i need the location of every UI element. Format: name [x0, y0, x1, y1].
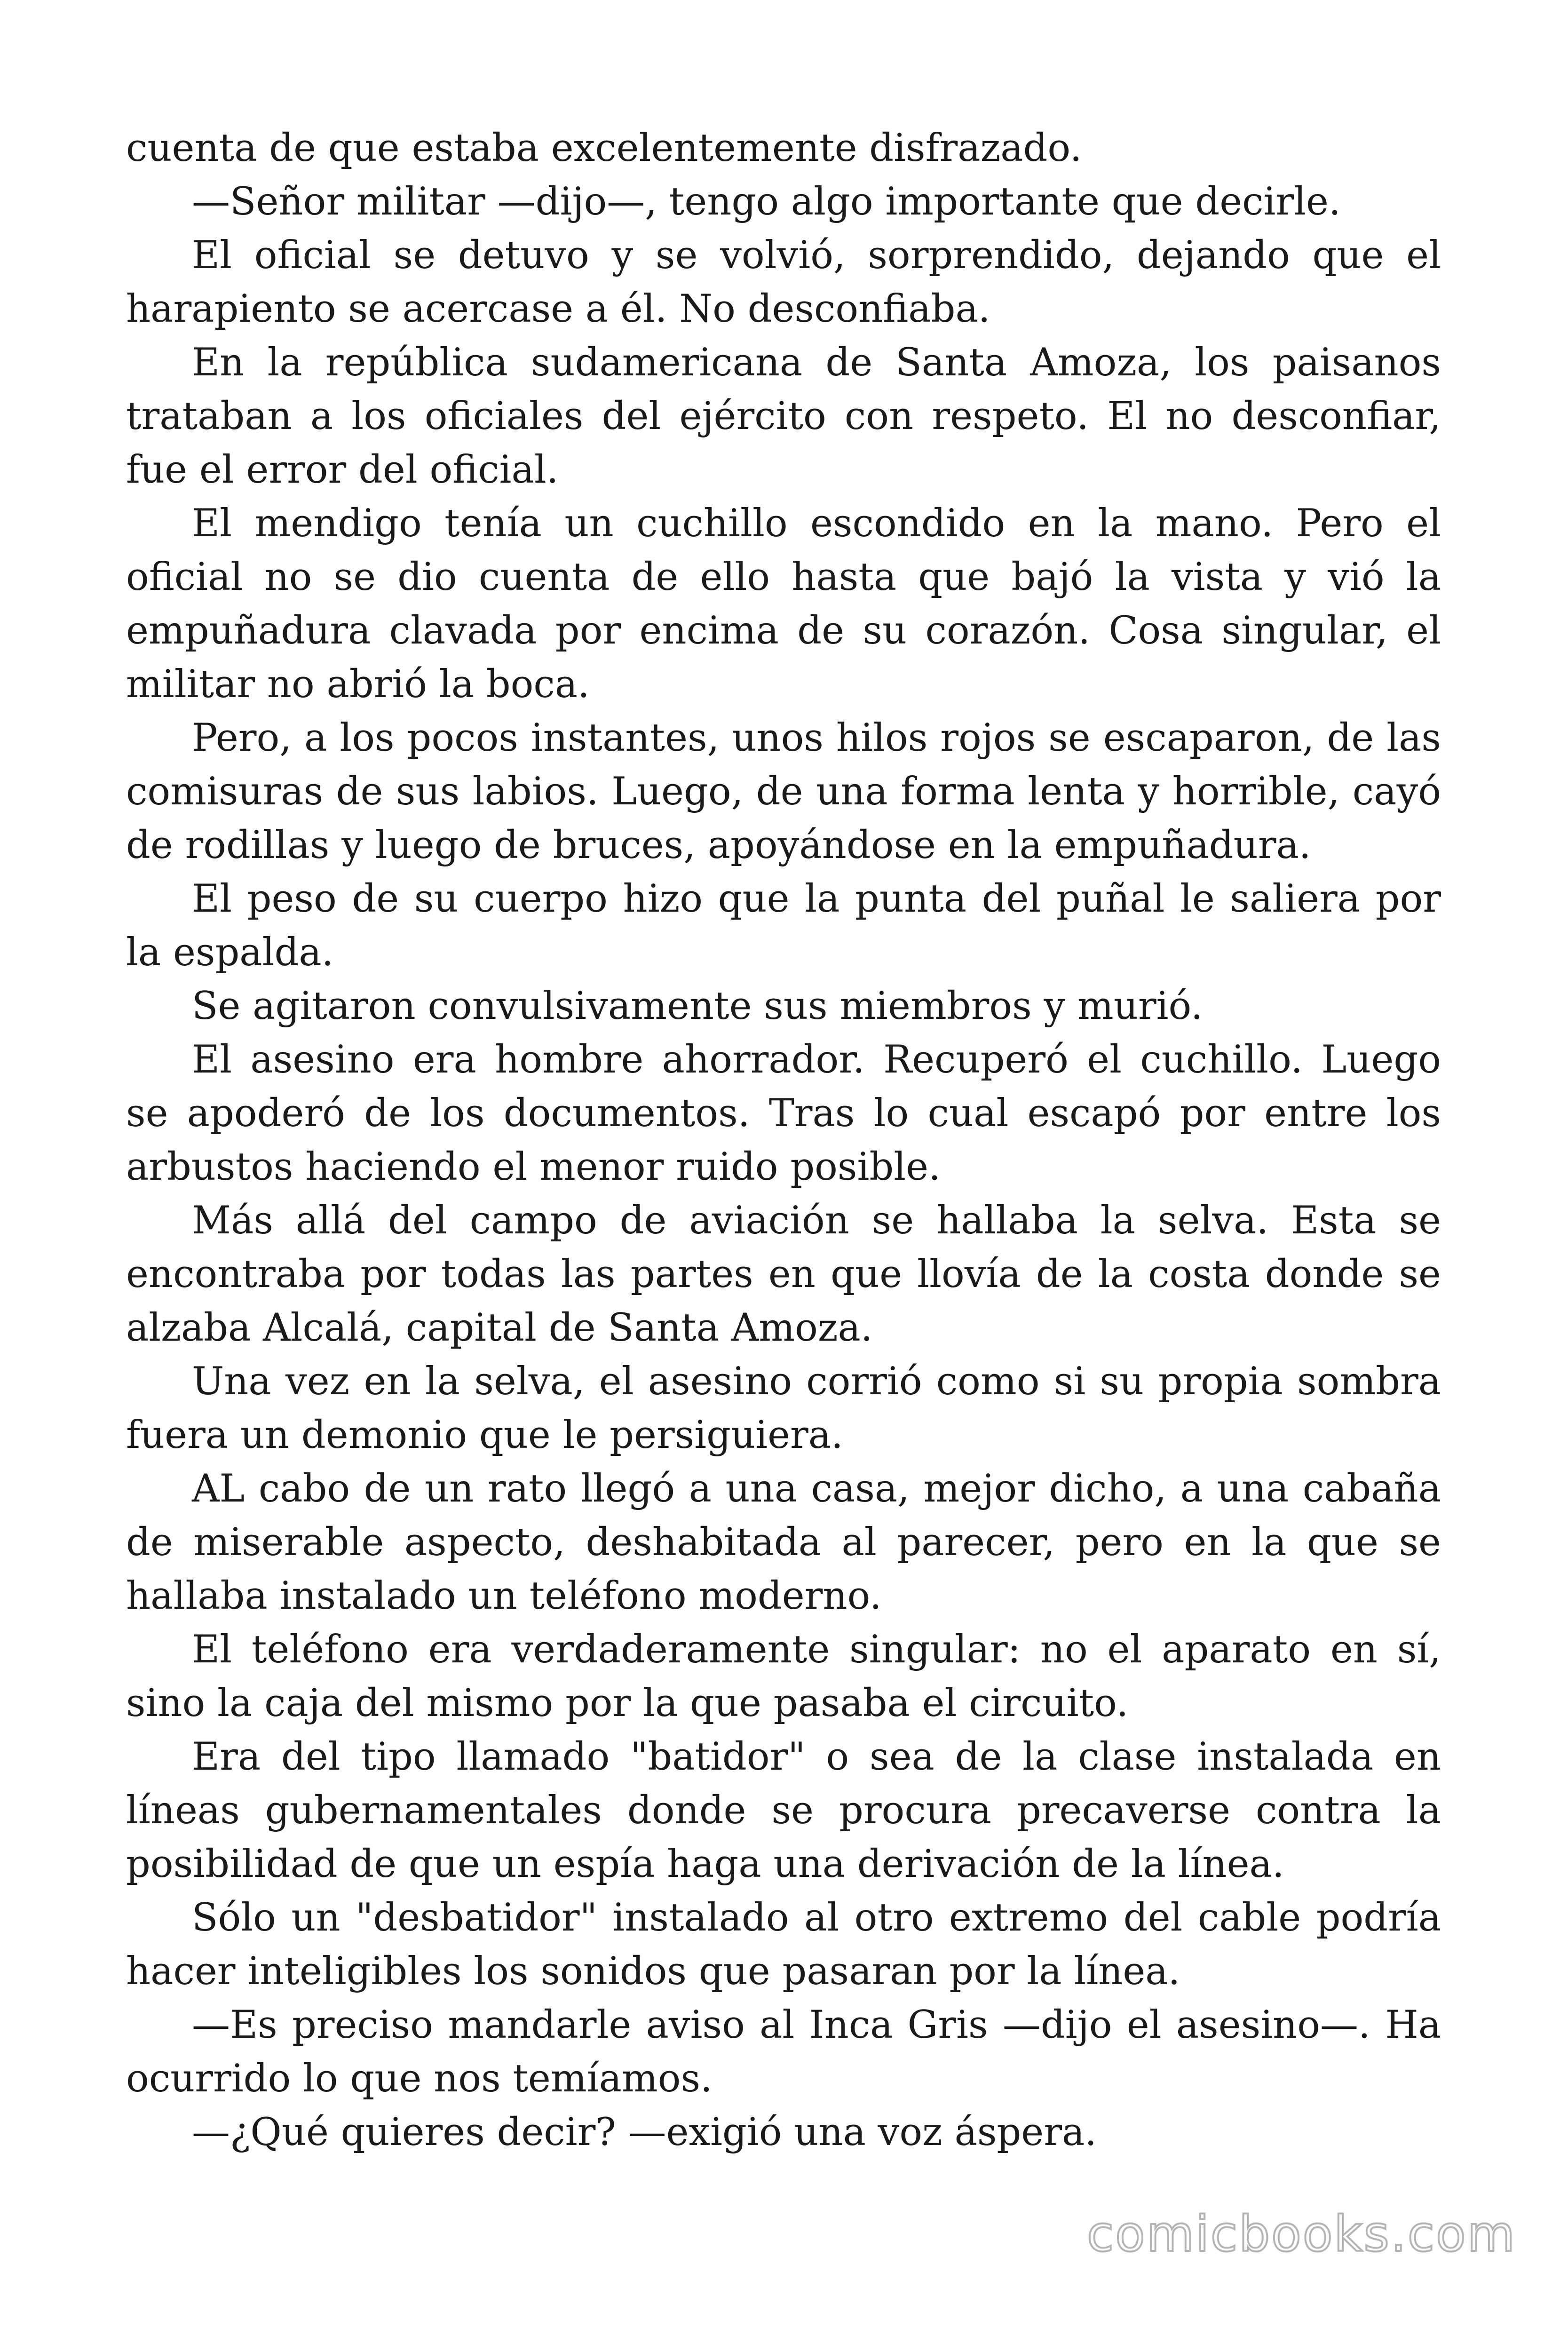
- paragraph: El oficial se detuvo y se volvió, sorprendido, dejando que el harapiento se acercase a él. No desconfiaba.: [126, 233, 1441, 331]
- paragraph: —Es preciso mandarle aviso al Inca Gris —dijo el asesino—. Ha ocurrido lo que nos temíamos.: [126, 2003, 1441, 2101]
- paragraph: Se agitaron convulsivamente sus miembros y murió.: [192, 984, 1203, 1028]
- paragraph: AL cabo de un rato llegó a una casa, mejor dicho, a una cabaña de miserable aspecto, deshabitada al parecer, pero en la que se hallaba instalado un teléfono moderno.: [126, 1467, 1441, 1618]
- body-text: [126, 121, 1441, 2159]
- paragraph: El mendigo tenía un cuchillo escondido en la mano. Pero el oficial no se dio cuenta de ello hasta que bajó la vista y vió la empuñadura clavada por encima de su corazón. Cosa singular, el militar no abrió la boca.: [126, 501, 1441, 707]
- paragraph: —¿Qué quieres decir? —exigió una voz áspera.: [192, 2110, 1097, 2154]
- paragraph: En la república sudamericana de Santa Amoza, los paisanos trataban a los oficiales del ejército con respeto. El no desconfiar, fue el error del oficial.: [126, 341, 1441, 492]
- paragraph: Pero, a los pocos instantes, unos hilos rojos se escaparon, de las comisuras de sus labios. Luego, de una forma lenta y horrible, cayó de rodillas y luego de bruces, apoyándose en la empuñadura.: [126, 716, 1441, 867]
- paragraph: El asesino era hombre ahorrador. Recuperó el cuchillo. Luego se apoderó de los documentos. Tras lo cual escapó por entre los arbustos haciendo el menor ruido posible.: [126, 1038, 1441, 1189]
- paragraph: Más allá del campo de aviación se hallaba la selva. Esta se encontraba por todas las partes en que llovía de la costa donde se alzaba Alcalá, capital de Santa Amoza.: [126, 1199, 1441, 1350]
- paragraph: Una vez en la selva, el asesino corrió como si su propia sombra fuera un demonio que le persiguiera.: [126, 1359, 1441, 1457]
- paragraph: Sólo un "desbatidor" instalado al otro extremo del cable podría hacer inteligibles los sonidos que pasaran por la línea.: [126, 1896, 1441, 1994]
- paragraph: El peso de su cuerpo hizo que la punta del puñal le saliera por la espalda.: [126, 877, 1441, 975]
- paragraph: El teléfono era verdaderamente singular: no el aparato en sí, sino la caja del mismo por la que pasaba el circuito.: [126, 1628, 1441, 1725]
- paragraph: Era del tipo llamado "batidor" o sea de la clase instalada en líneas gubernamentales donde se procura precaverse contra la posibilidad de que un espía haga una derivación de la línea.: [126, 1735, 1441, 1886]
- watermark: comicbooks.com: [1086, 2205, 1516, 2263]
- paragraph: cuenta de que estaba excelentemente disfrazado.: [126, 126, 1082, 170]
- paragraph: —Señor militar —dijo—, tengo algo importante que decirle.: [192, 180, 1341, 224]
